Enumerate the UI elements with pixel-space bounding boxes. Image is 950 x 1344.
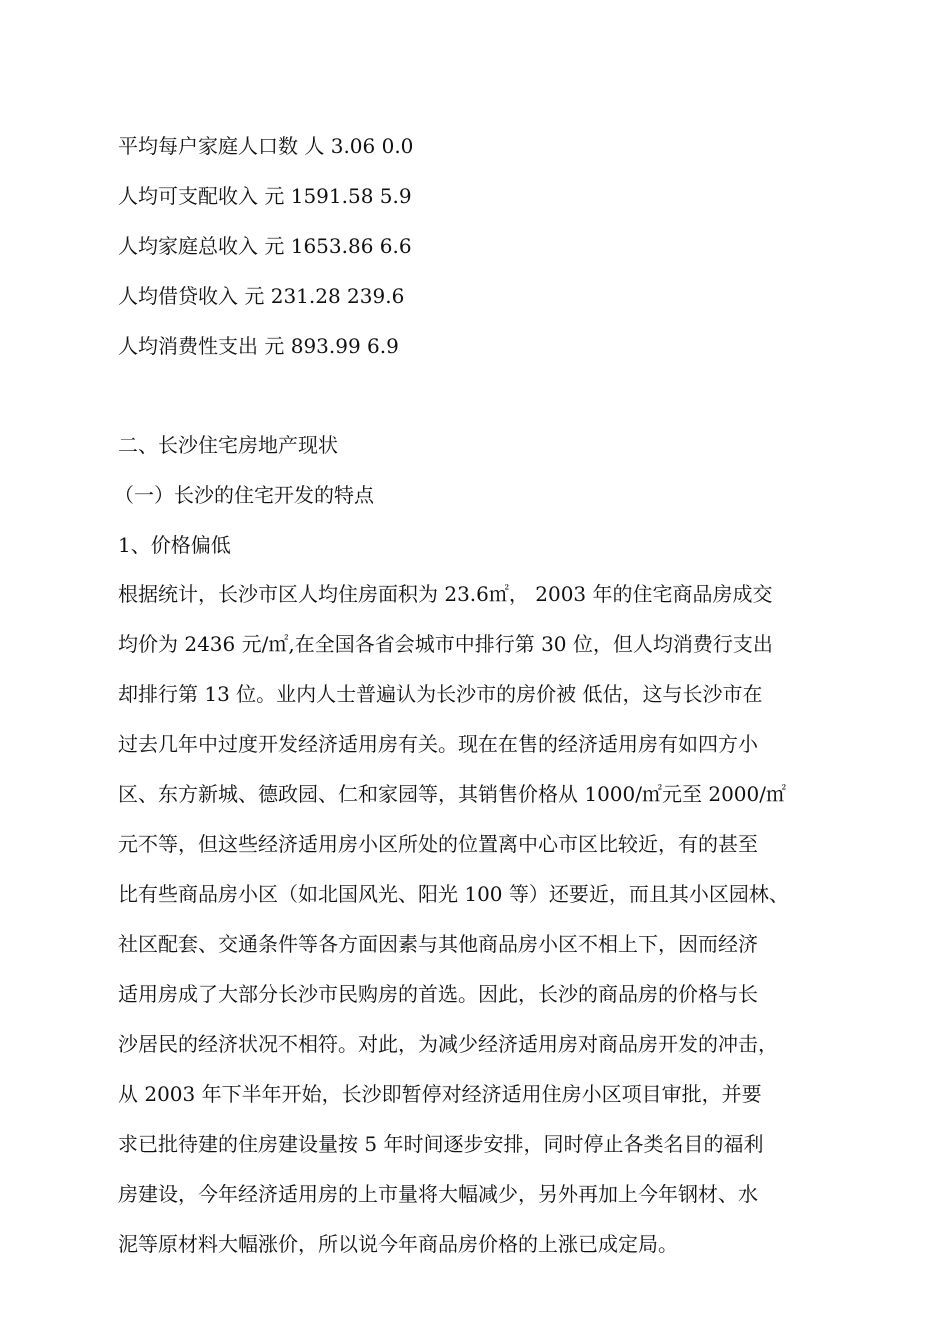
- stat-line-household-size: 平均每户家庭人口数 人 3.06 0.0: [118, 134, 414, 158]
- paragraph-line: 房建设，今年经济适用房的上市量将大幅减少，另外再加上今年钢材、水: [118, 1182, 758, 1206]
- item-heading: 1、价格偏低: [118, 533, 231, 557]
- stat-line-disposable-income: 人均可支配收入 元 1591.58 5.9: [118, 184, 412, 208]
- paragraph-line: 过去几年中过度开发经济适用房有关。现在在售的经济适用房有如四方小: [118, 732, 758, 756]
- paragraph-line: 求已批待建的住房建设量按 5 年时间逐步安排，同时停止各类名目的福利: [118, 1132, 764, 1156]
- paragraph-line: 元不等，但这些经济适用房小区所处的位置离中心市区比较近，有的甚至: [118, 832, 758, 856]
- paragraph-line: 社区配套、交通条件等各方面因素与其他商品房小区不相上下，因而经济: [118, 932, 758, 956]
- section-heading: 二、长沙住宅房地产现状: [118, 433, 338, 457]
- stat-line-loan-income: 人均借贷收入 元 231.28 239.6: [118, 284, 405, 308]
- paragraph-line: 适用房成了大部分长沙市民购房的首选。因此，长沙的商品房的价格与长: [118, 982, 758, 1006]
- paragraph-line: 根据统计，长沙市区人均住房面积为 23.6㎡， 2003 年的住宅商品房成交: [118, 582, 773, 606]
- paragraph-line: 沙居民的经济状况不相符。对此，为减少经济适用房对商品房开发的冲击，: [118, 1032, 778, 1056]
- paragraph-line: 却排行第 13 位。业内人士普遍认为长沙市的房价被 低估，这与长沙市在: [118, 682, 763, 706]
- paragraph-line: 区、东方新城、德政园、仁和家园等，其销售价格从 1000/㎡元至 2000/㎡: [118, 782, 786, 806]
- paragraph-line: 比有些商品房小区（如北国风光、阳光 100 等）还要近，而且其小区园林、: [118, 882, 789, 906]
- stat-line-total-income: 人均家庭总收入 元 1653.86 6.6: [118, 234, 412, 258]
- paragraph-line: 从 2003 年下半年开始，长沙即暂停对经济适用住房小区项目审批，并要: [118, 1082, 762, 1106]
- paragraph-line: 均价为 2436 元/㎡,在全国各省会城市中排行第 30 位，但人均消费行支出: [118, 632, 773, 656]
- paragraph-line: 泥等原材料大幅涨价，所以说今年商品房价格的上涨已成定局。: [118, 1232, 678, 1256]
- stat-line-consumption-expenditure: 人均消费性支出 元 893.99 6.9: [118, 334, 399, 358]
- subsection-heading: （一）长沙的住宅开发的特点: [114, 483, 374, 507]
